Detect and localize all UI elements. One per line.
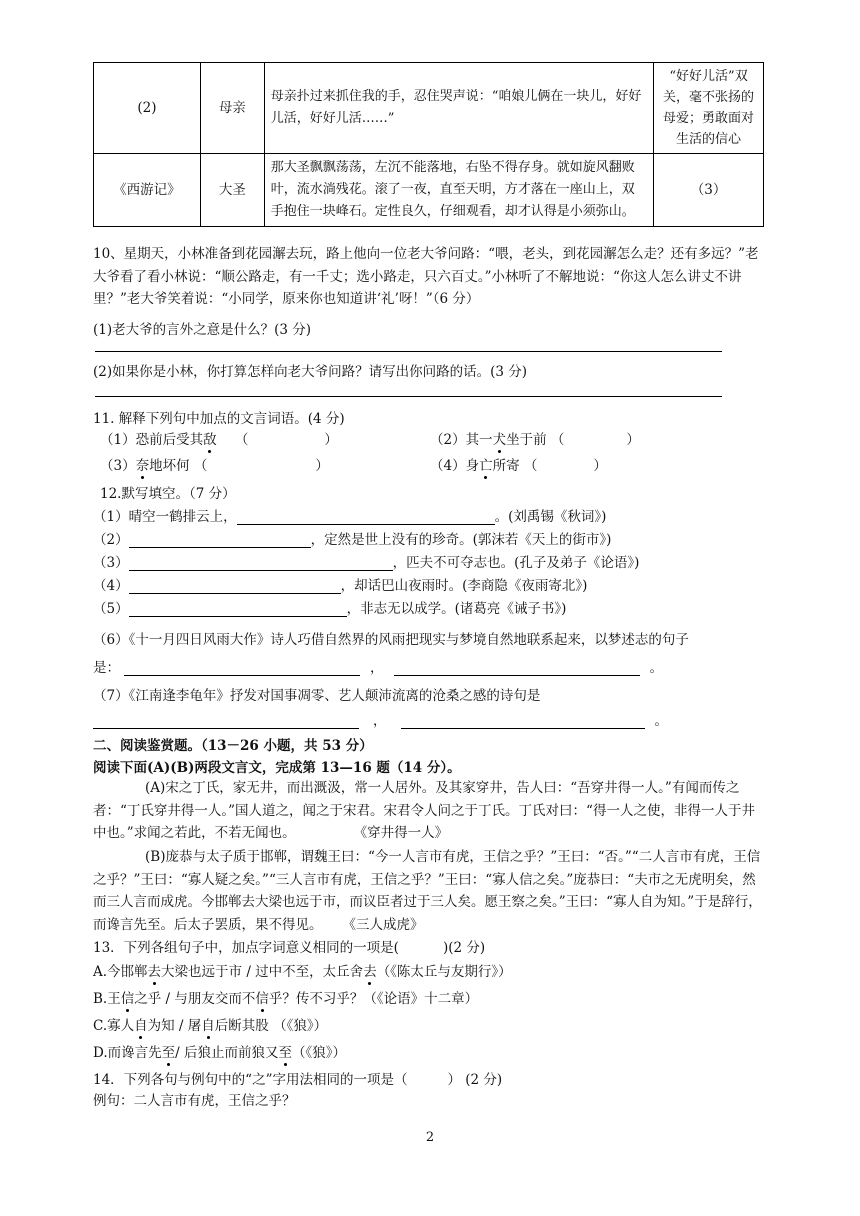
table-cell: 大圣 <box>200 154 264 227</box>
item-text: 所寄 （ <box>492 458 538 474</box>
line-text: （4） <box>93 578 129 594</box>
dotted-char: 奈 <box>135 458 150 474</box>
fill-blank[interactable] <box>394 659 640 676</box>
item-text: 坐于前 （ <box>506 432 565 448</box>
table-cell: （3） <box>654 154 764 227</box>
option-text: B.王 <box>93 991 121 1007</box>
q11-item-1 <box>100 428 338 448</box>
q12-title: 12.默写填空。（7 分） <box>100 486 236 502</box>
paren-open: （ <box>234 432 249 448</box>
page-number: 2 <box>425 1130 435 1145</box>
option-text: 之乎 / 与朋友交而不 <box>134 991 256 1007</box>
section-title: 二、阅读鉴赏题。（13－26 小题，共 53 分） <box>93 738 373 754</box>
q13-option-c <box>93 1014 327 1034</box>
passage-text: (A)宋之丁氏，家无井，而出溉汲，常一人居外。及其家穿井，告人曰：“吾穿井得一人。”有闻而传之者：“丁氏穿井得一人。”国人道之，闻之于宋君。宋君令人问之于丁氏。丁氏对曰：“得一人之使，非得一人于井中也。”求闻之若此，不若无闻也。 <box>93 780 755 841</box>
fill-blank[interactable] <box>93 712 359 729</box>
q12-line-4 <box>93 574 587 594</box>
q12-line-7: （7）《江南逢李龟年》抒发对国事凋零、艺人颠沛流离的沧桑之感的诗句是 <box>93 688 541 704</box>
dotted-char: 亡 <box>479 458 493 474</box>
q12-line-1 <box>93 505 606 525</box>
fill-blank[interactable] <box>129 600 347 617</box>
line-text: ，却话巴山夜雨时。(李商隐《夜雨寄北》) <box>340 578 588 594</box>
dotted-char: 至 <box>161 1045 176 1061</box>
option-text: （《陈太丘与友期行》） <box>376 964 512 980</box>
option-text: A.今邯郸 <box>93 964 148 980</box>
paren-close: ） <box>324 432 338 448</box>
item-text: （1）恐前后受其 <box>100 432 204 448</box>
q12-line-7b <box>93 709 668 729</box>
section-subtitle: 阅读下面(A)(B)两段文言文，完成第 13—16 题（14 分）。 <box>93 760 461 776</box>
comparison-table <box>93 62 764 227</box>
q13-title <box>93 936 485 956</box>
table-cell: “好好儿活”双关，毫不张扬的母爱；勇敢面对生活的信心 <box>654 63 764 154</box>
passage-source: 《穿井得一人》 <box>353 825 449 841</box>
question-text: )(2 分) <box>442 940 486 956</box>
dotted-char: 自 <box>134 1018 148 1034</box>
item-text: 地坏何 （ <box>149 458 208 474</box>
line-text: （1）晴空一鹤排云上， <box>93 509 237 525</box>
fill-blank[interactable] <box>129 577 341 594</box>
paren-close: ） <box>315 458 329 474</box>
option-text: 大梁也远于市 / 过中不至，太丘舍 <box>161 964 364 980</box>
item-text: （3） <box>100 458 136 474</box>
fill-blank[interactable] <box>124 659 360 676</box>
q12-line-6: （6）《十一月四日风雨大作》诗人巧借自然界的风雨把现实与梦境自然地联系起来，以梦述志的句子 <box>93 632 689 648</box>
line-text: ，非志无以成学。(诸葛亮《诫子书》) <box>346 601 567 617</box>
fill-blank[interactable] <box>401 712 645 729</box>
answer-line[interactable] <box>95 396 722 397</box>
q10-sub2: (2)如果你是小林，你打算怎样向老大爷问路？请写出你问路的话。(3 分) <box>93 364 528 380</box>
line-text: 是： <box>93 660 120 676</box>
q11-item-4 <box>430 454 607 474</box>
q13-option-b <box>93 987 478 1007</box>
q14-title <box>93 1068 502 1088</box>
q10-sub1: (1)老大爷的言外之意是什么？(3 分) <box>93 322 312 338</box>
dotted-char: 犬 <box>492 432 507 448</box>
q11-title: 11. 解释下列句中加点的文言词语。(4 分) <box>93 411 345 427</box>
line-text: （3） <box>93 555 129 571</box>
q12-line-3 <box>93 551 639 571</box>
punct: ， <box>370 660 384 676</box>
dotted-char: 敌 <box>203 432 217 448</box>
fill-blank[interactable] <box>237 508 495 525</box>
option-text: 为知 / 屠 <box>147 1018 202 1034</box>
q12-line-2 <box>93 528 611 548</box>
passage-a <box>93 777 765 845</box>
option-text: C.寡人 <box>93 1018 135 1034</box>
table-row <box>94 154 764 227</box>
q12-line-5 <box>93 597 566 617</box>
option-text: 乎？传不习乎？（《论语》十二章） <box>268 991 479 1007</box>
q10-text: 10、星期天，小林准备到花园澥去玩，路上他向一位老大爷问路：“喂，老头，到花园澥怎么走？还有多远？”老大爷看了看小林说：“顺公路走，有一千丈；选小路走，只六百丈。”小林听了不解地说：“你这人怎么讲丈不讲里？”老大爷笑着说：“小同学，原来你也知道讲‘礼’呀！”（6 分） <box>93 246 759 307</box>
dotted-char: 信 <box>120 991 135 1007</box>
passage-source: 《三人成虎》 <box>342 916 424 933</box>
line-text: （5） <box>93 601 129 617</box>
table-cell: (2) <box>94 63 201 154</box>
q11-item-3 <box>100 454 329 474</box>
dotted-char: 去 <box>147 964 162 980</box>
line-text: ，定然是世上没有的珍奇。(郭沫若《天上的街市》) <box>310 532 612 548</box>
question-text: 13．下列各组句子中，加点字词意义相同的一项是( <box>93 940 399 956</box>
punct: ， <box>373 713 387 729</box>
item-text: （2）其一 <box>430 432 493 448</box>
q13-option-d <box>93 1041 346 1061</box>
q12-line-6b <box>93 656 663 676</box>
table-cell: 母亲 <box>200 63 264 154</box>
paren-close: ） <box>626 432 640 448</box>
table-cell: 《西游记》 <box>94 154 201 227</box>
question-text: ） (2 分) <box>447 1072 503 1088</box>
fill-blank[interactable] <box>129 531 311 548</box>
line-text: 。(刘禹锡《秋词》) <box>494 509 607 525</box>
dotted-char: 自 <box>201 1018 215 1034</box>
passage-b <box>93 846 765 936</box>
q13-option-a <box>93 960 512 980</box>
option-text: 后断其股 （《狼》） <box>214 1018 328 1034</box>
answer-line[interactable] <box>95 351 722 352</box>
passage-text: (B)庞恭与太子质于邯郸，谓魏王曰：“今一人言市有虎，王信之乎？”王曰：“否。”“二人言市有虎，王信之乎？”王曰：“寡人疑之矣。”“三人言市有虎，王信之乎？”王曰：“寡人信之矣。”庞恭曰：“夫市之无虎明矣，然而三人言而成虎。今邯郸去大梁也远于市，而议臣者过于三人矣。愿王察之矣。”王曰：“寡人自为知。”于是辞行，而谗言先至。后太子罢质，果不得见。 <box>93 849 762 933</box>
q14-example: 例句：二人言市有虎，王信之乎？ <box>93 1093 296 1109</box>
dotted-char: 至 <box>278 1045 292 1061</box>
option-text: / 后狼止而前狼又 <box>175 1045 279 1061</box>
fill-blank[interactable] <box>129 554 393 571</box>
table-cell: 母亲扑过来抓住我的手，忍住哭声说：“咱娘儿俩在一块儿，好好儿活，好好儿活……” <box>264 63 653 154</box>
paren-close: ） <box>593 458 607 474</box>
line-text: ，匹夫不可夺志也。(孔子及弟子《论语》) <box>392 555 640 571</box>
table-row <box>94 63 764 154</box>
q11-item-2 <box>430 428 640 448</box>
item-text: （4）身 <box>430 458 480 474</box>
punct: 。 <box>654 713 668 729</box>
option-text: （《狼》） <box>291 1045 346 1061</box>
option-text: D.而谗言先 <box>93 1045 162 1061</box>
question-text: 14．下列各句与例句中的“之”字用法相同的一项是（ <box>93 1072 408 1088</box>
line-text: （2） <box>93 532 129 548</box>
dotted-char: 信 <box>255 991 269 1007</box>
table-cell: 那大圣飘飘荡荡，左沉不能落地，右坠不得存身。就如旋风翻败叶，流水淌残花。滚了一夜，直至天明，方才落在一座山上，双手抱住一块峰石。定性良久，仔细观看，却才认得是小须弥山。 <box>264 154 653 227</box>
punct: 。 <box>649 660 663 676</box>
dotted-char: 去 <box>363 964 377 980</box>
